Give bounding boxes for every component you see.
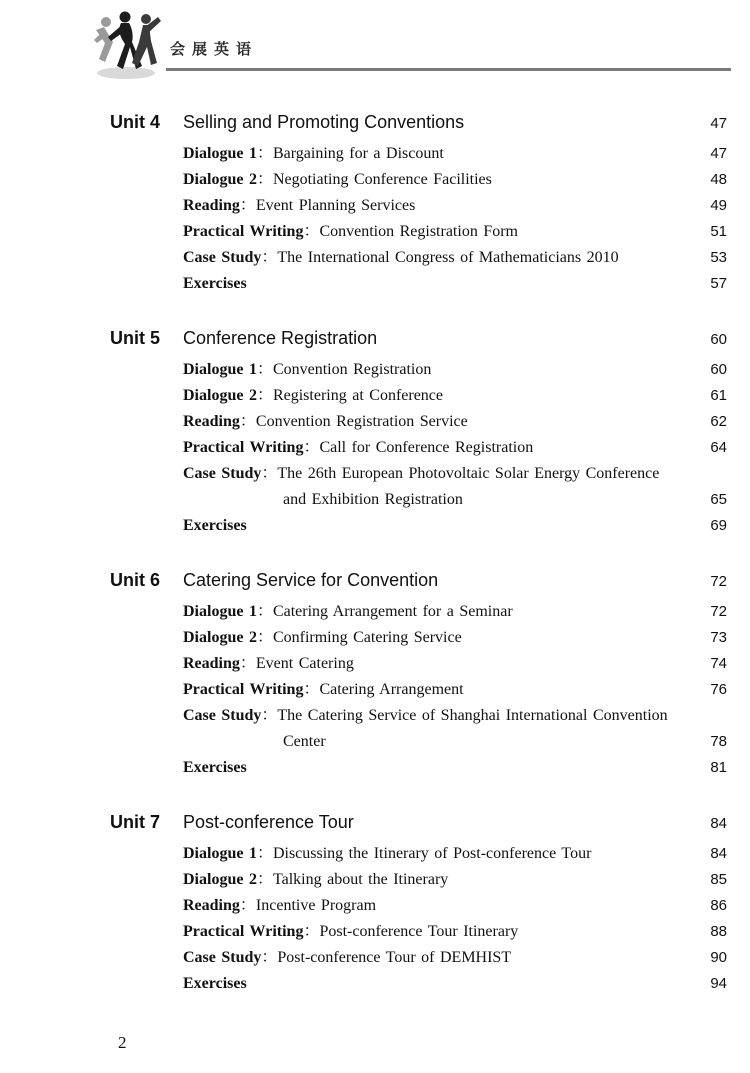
toc-entry-text bbox=[183, 193, 697, 219]
toc-entry bbox=[183, 945, 727, 971]
toc-entry-page-number: 72 bbox=[710, 603, 727, 620]
toc-entry-text bbox=[183, 893, 697, 919]
toc-entry-label: Exercises bbox=[183, 517, 247, 534]
toc-entry-title: ：The International Congress of Mathematicians 2010 bbox=[261, 249, 619, 266]
toc-unit bbox=[110, 110, 727, 297]
toc-entry-text bbox=[183, 271, 697, 297]
toc-unit-page-number: 84 bbox=[710, 815, 727, 832]
toc-entry-page-number: 74 bbox=[710, 655, 727, 672]
toc-entry-label: Case Study bbox=[183, 249, 262, 266]
toc-entry bbox=[183, 435, 727, 461]
toc-entry-label: Dialogue 1 bbox=[183, 603, 257, 620]
toc-unit-label: Unit 5 bbox=[110, 328, 161, 348]
toc-entry-page-number: 48 bbox=[710, 171, 727, 188]
toc-entry bbox=[183, 461, 727, 487]
toc-entry bbox=[183, 841, 727, 867]
toc-unit-title: Catering Service for Convention bbox=[183, 570, 439, 590]
toc-entry-label: Dialogue 1 bbox=[183, 845, 257, 862]
toc-entry bbox=[183, 245, 727, 271]
toc-entry-text bbox=[183, 167, 697, 193]
toc-entry-label: Practical Writing bbox=[183, 439, 304, 456]
toc-entry-title: ：Post-conference Tour of DEMHIST bbox=[261, 949, 512, 966]
toc-entry bbox=[183, 599, 727, 625]
toc-entry-text bbox=[183, 141, 697, 167]
toc-entry-text bbox=[183, 513, 697, 539]
toc-entry-text bbox=[183, 867, 697, 893]
toc-entry-label: Exercises bbox=[183, 975, 247, 992]
toc-unit-label: Unit 6 bbox=[110, 570, 161, 590]
toc-entry-title: ：Confirming Catering Service bbox=[256, 629, 462, 646]
toc-entry-text bbox=[183, 461, 697, 487]
toc-entry-label: Reading bbox=[183, 655, 240, 672]
toc-entry bbox=[183, 513, 727, 539]
toc-entry-label: Practical Writing bbox=[183, 681, 304, 698]
toc-entry bbox=[183, 219, 727, 245]
toc-entry-text bbox=[183, 841, 697, 867]
toc-entry-text bbox=[183, 409, 697, 435]
toc-entry-text bbox=[183, 945, 697, 971]
toc-unit-items bbox=[183, 141, 727, 297]
toc-entry-title: Center bbox=[283, 733, 326, 750]
page-number: 2 bbox=[118, 1033, 127, 1052]
toc-entry-title: and Exhibition Registration bbox=[283, 491, 463, 508]
toc-entry-label: Case Study bbox=[183, 949, 262, 966]
toc-entry bbox=[183, 383, 727, 409]
toc-entry-label: Reading bbox=[183, 197, 240, 214]
toc-entry-text bbox=[183, 245, 697, 271]
toc-entry-text bbox=[183, 729, 697, 755]
toc-entry bbox=[183, 755, 727, 781]
toc-entry-text bbox=[183, 219, 697, 245]
toc-entry-label: Practical Writing bbox=[183, 223, 304, 240]
toc-entry-title: ：Event Planning Services bbox=[239, 197, 416, 214]
toc-entry-title: ：Catering Arrangement for a Seminar bbox=[256, 603, 513, 620]
toc-entry-page-number: 78 bbox=[710, 733, 727, 750]
table-of-contents bbox=[110, 110, 727, 1026]
toc-entry-page-number: 60 bbox=[710, 361, 727, 378]
toc-entry-page-number: 62 bbox=[710, 413, 727, 430]
book-title: 会展英语 bbox=[170, 41, 259, 58]
toc-entry-page-number: 90 bbox=[710, 949, 727, 966]
toc-unit-page-number: 72 bbox=[710, 573, 727, 590]
toc-entry-page-number: 81 bbox=[710, 759, 727, 776]
toc-unit-items bbox=[183, 357, 727, 539]
toc-unit-label: Unit 7 bbox=[110, 812, 161, 832]
toc-entry-title: ：Incentive Program bbox=[239, 897, 377, 914]
toc-entry-page-number: 51 bbox=[710, 223, 727, 240]
toc-entry-page-number: 49 bbox=[710, 197, 727, 214]
toc-entry-title: ：Discussing the Itinerary of Post-conference Tour bbox=[256, 845, 592, 862]
toc-unit bbox=[110, 568, 727, 781]
toc-entry-page-number: 86 bbox=[710, 897, 727, 914]
toc-entry bbox=[183, 677, 727, 703]
toc-entry bbox=[183, 141, 727, 167]
toc-entry bbox=[183, 893, 727, 919]
toc-entry-title: ：Call for Conference Registration bbox=[303, 439, 534, 456]
toc-entry-page-number: 47 bbox=[710, 145, 727, 162]
toc-entry-title: ：Convention Registration Service bbox=[239, 413, 468, 430]
toc-entry bbox=[183, 919, 727, 945]
toc-entry-label: Reading bbox=[183, 897, 240, 914]
toc-entry bbox=[183, 625, 727, 651]
toc-entry-label: Exercises bbox=[183, 759, 247, 776]
toc-entry-label: Dialogue 1 bbox=[183, 145, 257, 162]
toc-entry-page-number: 57 bbox=[710, 275, 727, 292]
toc-entry-text bbox=[183, 625, 697, 651]
toc-entry-page-number: 88 bbox=[710, 923, 727, 940]
toc-entry bbox=[183, 703, 727, 729]
toc-entry-page-number: 64 bbox=[710, 439, 727, 456]
toc-entry-page-number: 85 bbox=[710, 871, 727, 888]
toc-unit-heading bbox=[110, 326, 727, 352]
toc-entry bbox=[183, 487, 727, 513]
toc-entry-title: ：The Catering Service of Shanghai International Convention bbox=[261, 707, 668, 724]
toc-entry-text bbox=[183, 487, 697, 513]
toc-unit bbox=[110, 810, 727, 997]
toc-entry bbox=[183, 271, 727, 297]
toc-entry-title: ：Post-conference Tour Itinerary bbox=[303, 923, 519, 940]
toc-unit-page-number: 60 bbox=[710, 331, 727, 348]
toc-entry-title: ：Bargaining for a Discount bbox=[256, 145, 444, 162]
toc-entry-page-number: 84 bbox=[710, 845, 727, 862]
toc-entry-page-number: 65 bbox=[710, 491, 727, 508]
toc-entry-text bbox=[183, 357, 697, 383]
toc-entry-label: Dialogue 2 bbox=[183, 387, 257, 404]
toc-entry bbox=[183, 651, 727, 677]
toc-entry bbox=[183, 357, 727, 383]
toc-entry-label: Dialogue 1 bbox=[183, 361, 257, 378]
toc-entry-title: ：Convention Registration Form bbox=[303, 223, 518, 240]
toc-unit-title: Conference Registration bbox=[183, 328, 378, 348]
toc-entry-title: ：Registering at Conference bbox=[256, 387, 444, 404]
dancing-figures-icon bbox=[86, 8, 168, 82]
toc-entry-label: Dialogue 2 bbox=[183, 871, 257, 888]
toc-entry bbox=[183, 167, 727, 193]
toc-entry-text bbox=[183, 677, 697, 703]
header-divider bbox=[166, 68, 731, 71]
toc-entry-page-number: 73 bbox=[710, 629, 727, 646]
toc-entry-title: ：Negotiating Conference Facilities bbox=[256, 171, 492, 188]
toc-unit-title: Post-conference Tour bbox=[183, 812, 354, 832]
toc-entry-text bbox=[183, 651, 697, 677]
toc-entry bbox=[183, 867, 727, 893]
toc-entry-label: Case Study bbox=[183, 465, 262, 482]
toc-unit-items bbox=[183, 599, 727, 781]
toc-entry-text bbox=[183, 703, 697, 729]
toc-unit-page-number: 47 bbox=[710, 115, 727, 132]
toc-entry-label: Dialogue 2 bbox=[183, 629, 257, 646]
toc-entry bbox=[183, 971, 727, 997]
toc-unit-heading bbox=[110, 568, 727, 594]
toc-entry bbox=[183, 193, 727, 219]
toc-entry-page-number: 61 bbox=[710, 387, 727, 404]
toc-entry-title: ：Convention Registration bbox=[256, 361, 432, 378]
toc-unit bbox=[110, 326, 727, 539]
toc-unit-items bbox=[183, 841, 727, 997]
toc-entry-text bbox=[183, 919, 697, 945]
toc-entry-label: Reading bbox=[183, 413, 240, 430]
toc-entry-title: ：Event Catering bbox=[239, 655, 354, 672]
toc-entry bbox=[183, 729, 727, 755]
toc-entry-label: Practical Writing bbox=[183, 923, 304, 940]
toc-entry-label: Dialogue 2 bbox=[183, 171, 257, 188]
toc-entry-title: ：Catering Arrangement bbox=[303, 681, 464, 698]
toc-unit-title: Selling and Promoting Conventions bbox=[183, 112, 465, 132]
toc-entry-text bbox=[183, 599, 697, 625]
toc-entry-title: ：The 26th European Photovoltaic Solar Energy Conference bbox=[261, 465, 660, 482]
toc-unit-heading bbox=[110, 810, 727, 836]
toc-entry-text bbox=[183, 383, 697, 409]
toc-entry-title: ：Talking about the Itinerary bbox=[256, 871, 449, 888]
toc-entry-label: Exercises bbox=[183, 275, 247, 292]
toc-entry-page-number: 69 bbox=[710, 517, 727, 534]
toc-entry-page-number: 76 bbox=[710, 681, 727, 698]
toc-entry-page-number: 53 bbox=[710, 249, 727, 266]
dancing-figures-logo bbox=[86, 8, 168, 82]
toc-entry bbox=[183, 409, 727, 435]
toc-entry-page-number: 94 bbox=[710, 975, 727, 992]
toc-entry-label: Case Study bbox=[183, 707, 262, 724]
toc-unit-label: Unit 4 bbox=[110, 112, 161, 132]
toc-entry-text bbox=[183, 971, 697, 997]
toc-unit-heading bbox=[110, 110, 727, 136]
toc-entry-text bbox=[183, 755, 697, 781]
toc-entry-text bbox=[183, 435, 697, 461]
